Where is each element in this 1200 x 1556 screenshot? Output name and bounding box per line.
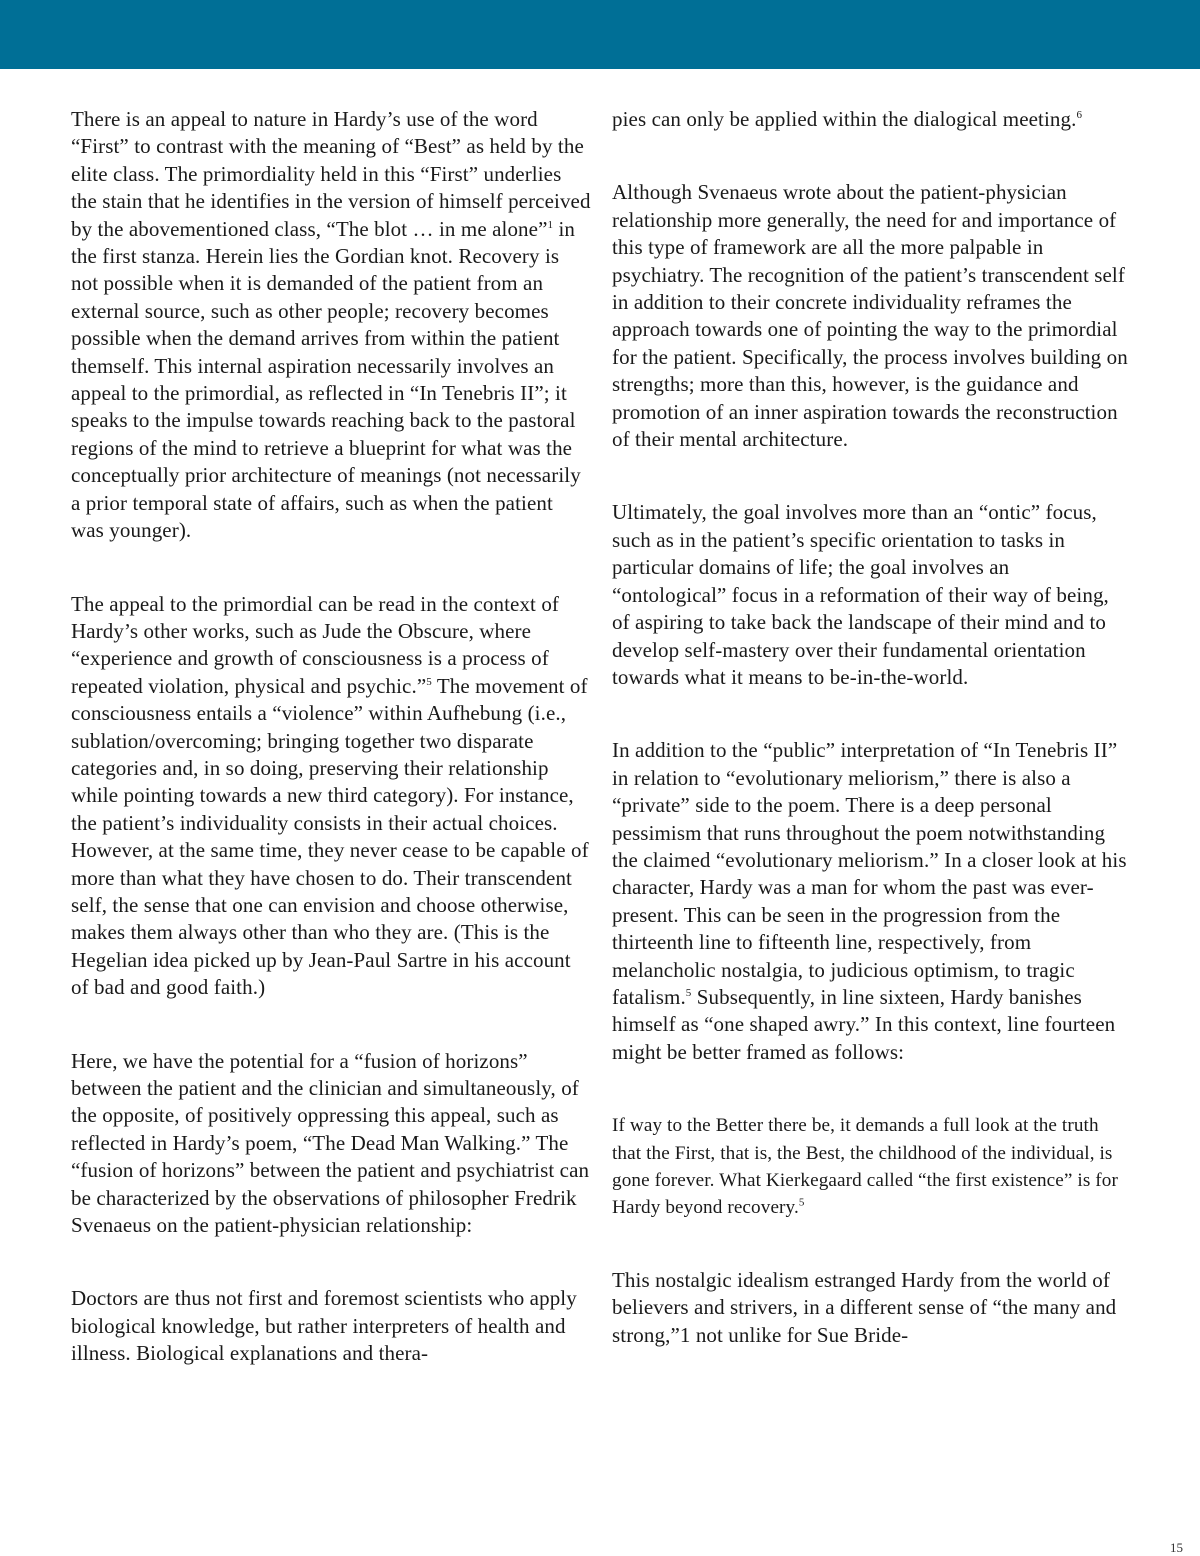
paragraph: Doctors are thus not first and foremost scientists who apply biological knowledge, but rather interpreters of health and illness. Biological explanations and thera- [71, 1286, 577, 1366]
paragraph: pies can only be applied within the dialogical meeting.$^6$ [612, 107, 1083, 131]
paragraph: There is an appeal to nature in Hardy’s use of the word “First” to contrast with the meaning of “Best” as held by the elite class. The primordiality held in this “First” underlies the stain that he identifies in the version of himself perceived by the abovementioned class, “The blot … in me alone”$^1$ in the first stanza. Herein lies the Gordian knot. Recovery is not possible when it is demanded of the patient from an external source, such as other people; recovery becomes possible when the demand arrives from within the patient themself. This internal aspiration necessarily involves an appeal to the primordial, as reflected in “In Tenebris II”; it speaks to the impulse towards reaching back to the pastoral regions of the mind to retrieve a blueprint for what was the conceptually prior architecture of meanings (not necessarily a prior temporal state of affairs, such as when the patient was younger). [71, 107, 591, 543]
footnote-marker: 5 [798, 1197, 805, 1210]
header-band [0, 0, 1200, 69]
footnote-marker: 6 [1076, 109, 1083, 121]
paragraph: Ultimately, the goal involves more than an “ontic” focus, such as in the patient’s specific orientation to tasks in particular domains of life; the goal involves an “ontological” focus in a reformation of their way of being, of aspiring to take back the landscape of their mind and to develop self-mastery over their fundamental orientation towards what it means to be-in-the-world. [612, 500, 1109, 689]
footnote-marker: 1 [547, 218, 554, 231]
paragraph: The appeal to the primordial can be read in the context of Hardy’s other works, such as Jude the Obscure, where “experience and growth of consciousness is a process of repeated violation, physical and psychic.”$^5$ The movement of consciousness entails a “violence” within Aufhebung (i.e., sublation/overcoming; bringing together two disparate categories and, in so doing, preserving their relationship while pointing towards a new third category). For instance, the patient’s individuality consists in their actual choices. However, at the same time, they never cease to be capable of more than what they have chosen to do. Their transcendent self, the sense that one can envision and choose otherwise, makes them always other than who they are. (This is the Hegelian idea picked up by Jean-Paul Sartre in his account of bad and good faith.) [71, 591, 589, 1000]
left-column [71, 106, 591, 1414]
footnote-marker: 5 [685, 986, 692, 999]
block-quote: If way to the Better there be, it demands a full look at the truth that the First, that is, the Best, the childhood of the individual, is gone forever. What Kierkegaard called “the first existence” is for Hardy beyond recovery.$^5$ [612, 1115, 1118, 1219]
paragraph: This nostalgic idealism estranged Hardy from the world of believers and strivers, in a different sense of “the many and strong,”1 not unlike for Sue Bride- [612, 1267, 1117, 1347]
page-number: 15 [1170, 1540, 1183, 1555]
paragraph: In addition to the “public” interpretation of “In Tenebris II” in relation to “evolutionary meliorism,” there is also a “private” side to the poem. There is a deep personal pessimism that runs throughout the poem notwithstanding the claimed “evolutionary meliorism.” In a closer look at his character, Hardy was a man for whom the past was ever-present. This can be seen in the progression from the thirteenth line to fifteenth line, respectively, from melancholic nostalgia, to judicious optimism, to tragic fatalism.$^5$ Subsequently, in line sixteen, Hardy banishes himself as “one shaped awry.” In this context, line fourteen might be better framed as follows: [612, 738, 1127, 1064]
right-column [612, 106, 1128, 1395]
paragraph: Although Svenaeus wrote about the patient-physician relationship more generally, the need for and importance of this type of framework are all the more palpable in psychiatry. The recognition of the patient’s transcendent self in addition to their concrete individuality reframes the approach towards one of pointing the way to the primordial for the patient. Specifically, the process involves building on strengths; more than this, however, is the guidance and promotion of an inner aspiration towards the reconstruction of their mental architecture. [612, 180, 1128, 452]
footnote-marker: 5 [426, 675, 432, 688]
paragraph: Here, we have the potential for a “fusion of horizons” between the patient and the clinician and simultaneously, of the opposite, of positively oppressing this appeal, such as reflected in Hardy’s poem, “The Dead Man Walking.” The “fusion of horizons” between the patient and psychiatrist can be characterized by the observations of philosopher Fredrik Svenaeus on the patient-physician relationship: [71, 1048, 590, 1238]
